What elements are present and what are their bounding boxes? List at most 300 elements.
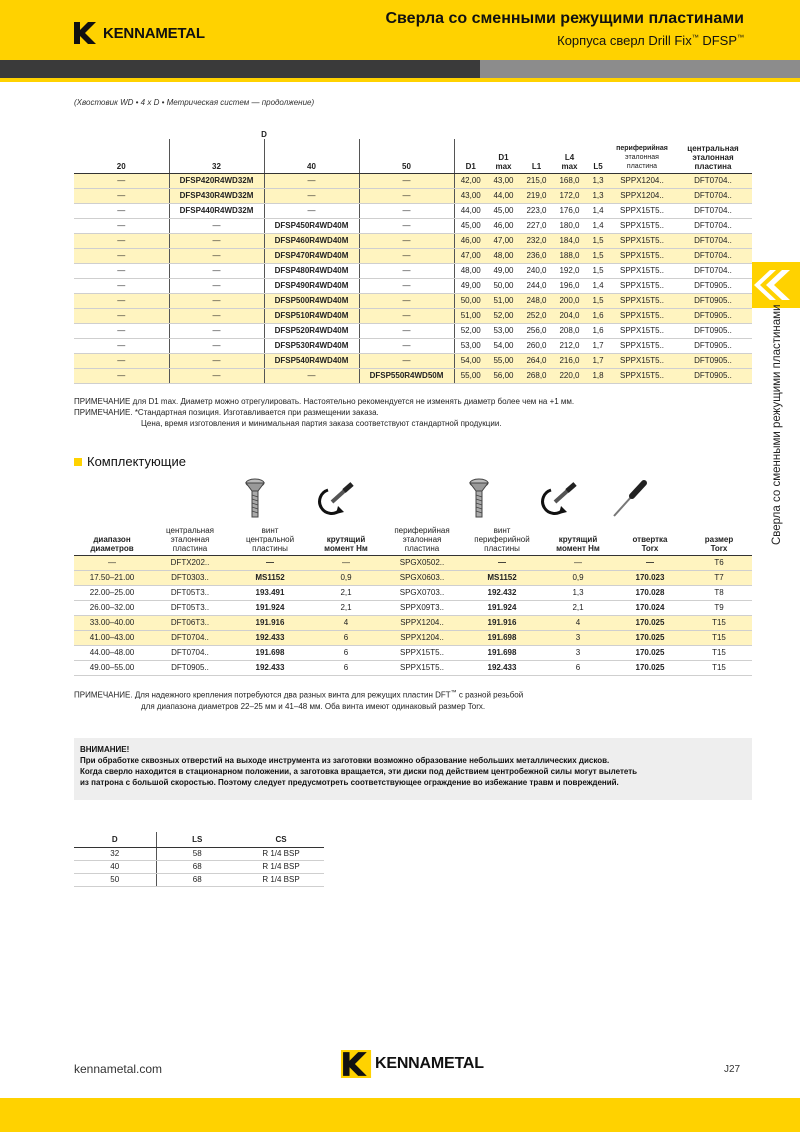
table-row — [74, 646, 752, 661]
table-row — [74, 631, 752, 646]
warning-line: Когда сверло находится в стационарном положении, а заготовка вращается, эти диски под действием центробежной силы могут вылететь — [80, 767, 638, 776]
table-row — [74, 556, 752, 571]
cell-d1: 50,00 — [454, 293, 487, 308]
section-chevron-icon — [752, 262, 800, 308]
table-row — [74, 278, 752, 293]
cell-c32: — — [169, 323, 264, 338]
cell-l4: 176,0 — [553, 203, 586, 218]
cell-torque: 6 — [310, 661, 382, 676]
cell-c20: — — [74, 353, 169, 368]
cell-c50: — — [359, 353, 454, 368]
cell-pscrew: 191.698 — [462, 646, 542, 661]
cell-c32: DFSP420R4WD32M — [169, 173, 264, 188]
brand-name: KENNAMETAL — [103, 24, 205, 42]
cell-d1max: 44,00 — [487, 188, 520, 203]
cell-c50: — — [359, 218, 454, 233]
cell-c20: — — [74, 293, 169, 308]
cell-l1: 268,0 — [520, 368, 553, 383]
cell-l5: 1,6 — [586, 323, 610, 338]
cell-cen: DFT0905.. — [674, 293, 752, 308]
footer-logo — [340, 1050, 484, 1078]
table-row — [74, 218, 752, 233]
cell-l1: 248,0 — [520, 293, 553, 308]
cell-c20: — — [74, 248, 169, 263]
cell-cen: DFT05T3.. — [150, 601, 230, 616]
cell-cen: DFT0704.. — [674, 203, 752, 218]
cell-cen: DFT06T3.. — [150, 616, 230, 631]
cell-screw: 193.491 — [230, 586, 310, 601]
cell-ls: 58 — [156, 847, 238, 860]
screw-icon — [244, 477, 266, 521]
cell-cs: R 1/4 BSP — [238, 860, 324, 873]
side-tab-label: Сверла со сменными режущими пластинами — [771, 304, 783, 545]
cell-pscrew: 191.916 — [462, 616, 542, 631]
note-price: Цена, время изготовления и минимальная партия заказа соответствуют стандартной продукции. — [141, 419, 502, 428]
accessories-note: ПРИМЕЧАНИЕ. Для надежного крепления потребуются два разных винта для режущих пластин DFT™ с разной резьбой — [74, 690, 524, 700]
torque-wrench-icon — [537, 480, 581, 518]
cell-size: T15 — [686, 646, 752, 661]
cell-screw: — — [230, 556, 310, 571]
cell-per: SPPX15T5.. — [610, 218, 674, 233]
cell-l4: 204,0 — [553, 308, 586, 323]
cell-ptorque: 3 — [542, 646, 614, 661]
cell-c20: — — [74, 368, 169, 383]
cell-l5: 1,4 — [586, 278, 610, 293]
col-diameter-range: диапазон диаметров — [74, 526, 150, 556]
cell-c40: — — [264, 173, 359, 188]
cell-range: 49.00–55.00 — [74, 661, 150, 676]
cell-size: T8 — [686, 586, 752, 601]
cell-c40: — — [264, 188, 359, 203]
cell-d1: 49,00 — [454, 278, 487, 293]
cell-c32: — — [169, 248, 264, 263]
cell-d1: 42,00 — [454, 173, 487, 188]
cell-per: SPPX15T5.. — [382, 646, 462, 661]
table-row — [74, 308, 752, 323]
cell-cen: DFT0704.. — [674, 188, 752, 203]
cell-d1max: 53,00 — [487, 323, 520, 338]
cell-size: T15 — [686, 661, 752, 676]
cell-c32: — — [169, 233, 264, 248]
cell-per: SPGX0603.. — [382, 571, 462, 586]
cell-c50: — — [359, 323, 454, 338]
cell-ls: 68 — [156, 873, 238, 886]
cell-ptorque: — — [542, 556, 614, 571]
cell-range: — — [74, 556, 150, 571]
cell-pscrew: 191.698 — [462, 631, 542, 646]
cell-size: T15 — [686, 631, 752, 646]
cell-pscrew: 192.432 — [462, 586, 542, 601]
kennametal-k-icon — [340, 1050, 372, 1078]
cell-l1: 240,0 — [520, 263, 553, 278]
torque-wrench-icon — [314, 480, 358, 518]
accessories-table — [74, 526, 752, 676]
cell-c50: — — [359, 233, 454, 248]
cell-d1max: 54,00 — [487, 338, 520, 353]
cell-torque: 2,1 — [310, 586, 382, 601]
cell-d1max: 50,00 — [487, 278, 520, 293]
header-yellow-line — [0, 78, 800, 82]
cell-c32: DFSP430R4WD32M — [169, 188, 264, 203]
kennametal-logo — [72, 20, 205, 46]
cell-c20: — — [74, 338, 169, 353]
cell-torque: 0,9 — [310, 571, 382, 586]
cell-l1: 236,0 — [520, 248, 553, 263]
screwdriver-icon — [610, 478, 650, 520]
col-central-insert: центральная эталонная пластина — [674, 139, 752, 173]
cell-c20: — — [74, 233, 169, 248]
cell-c40: DFSP540R4WD40M — [264, 353, 359, 368]
cell-l1: 219,0 — [520, 188, 553, 203]
cell-per: SPPX15T5.. — [610, 338, 674, 353]
cell-l4: 192,0 — [553, 263, 586, 278]
cell-c32: — — [169, 368, 264, 383]
footer-bar — [0, 1098, 800, 1132]
cell-ptorque: 2,1 — [542, 601, 614, 616]
cell-per: SPPX15T5.. — [610, 263, 674, 278]
cell-cen: DFT0905.. — [674, 308, 752, 323]
cell-cs: R 1/4 BSP — [238, 873, 324, 886]
cell-c50: — — [359, 263, 454, 278]
cell-d1max: 55,00 — [487, 353, 520, 368]
col-d1: D1 — [454, 139, 487, 173]
screw-icon — [468, 477, 490, 521]
cell-l4: 216,0 — [553, 353, 586, 368]
table-row — [74, 188, 752, 203]
cell-driver: — — [614, 556, 686, 571]
cell-cen: DFT0905.. — [674, 368, 752, 383]
table-row — [74, 873, 324, 886]
cell-l5: 1,7 — [586, 338, 610, 353]
cell-per: SPPX1204.. — [610, 173, 674, 188]
cell-d1: 48,00 — [454, 263, 487, 278]
col-peripheral-insert: периферийная эталонная пластина — [610, 139, 674, 173]
cell-ptorque: 3 — [542, 631, 614, 646]
cell-c40: DFSP460R4WD40M — [264, 233, 359, 248]
table-row — [74, 338, 752, 353]
page-header — [0, 0, 800, 60]
cell-l4: 168,0 — [553, 173, 586, 188]
cell-l4: 196,0 — [553, 278, 586, 293]
cell-per: SPPX15T5.. — [610, 353, 674, 368]
cell-driver: 170.025 — [614, 616, 686, 631]
cell-cen: DFTX202.. — [150, 556, 230, 571]
table-row — [74, 263, 752, 278]
cell-torque: 2,1 — [310, 601, 382, 616]
cell-l5: 1,4 — [586, 218, 610, 233]
cell-l1: 232,0 — [520, 233, 553, 248]
cell-range: 33.00–40.00 — [74, 616, 150, 631]
cell-l4: 184,0 — [553, 233, 586, 248]
cell-c40: DFSP500R4WD40M — [264, 293, 359, 308]
col-d1max: D1 max — [487, 139, 520, 173]
cell-l5: 1,3 — [586, 188, 610, 203]
cell-c32: — — [169, 263, 264, 278]
col-torque: крутящий момент Нм — [310, 526, 382, 556]
cell-c40: DFSP520R4WD40M — [264, 323, 359, 338]
warning-box — [74, 738, 752, 800]
cell-c20: — — [74, 218, 169, 233]
cell-d1max: 45,00 — [487, 203, 520, 218]
cell-per: SPPX15T5.. — [610, 278, 674, 293]
cell-driver: 170.025 — [614, 661, 686, 676]
cell-c32: — — [169, 293, 264, 308]
cell-c40: — — [264, 368, 359, 383]
cell-c50: DFSP550R4WD50M — [359, 368, 454, 383]
cell-d1: 45,00 — [454, 218, 487, 233]
cell-pscrew: — — [462, 556, 542, 571]
cell-l5: 1,3 — [586, 173, 610, 188]
cell-c50: — — [359, 188, 454, 203]
cell-cen: DFT0704.. — [150, 631, 230, 646]
cell-c50: — — [359, 173, 454, 188]
cell-l1: 252,0 — [520, 308, 553, 323]
cell-l1: 260,0 — [520, 338, 553, 353]
cell-l4: 212,0 — [553, 338, 586, 353]
col-l5: L5 — [586, 139, 610, 173]
cell-ptorque: 4 — [542, 616, 614, 631]
page-number: J27 — [724, 1064, 741, 1075]
cell-screw: 192.433 — [230, 661, 310, 676]
cell-cen: DFT0303.. — [150, 571, 230, 586]
cell-d1max: 51,00 — [487, 293, 520, 308]
table-row — [74, 601, 752, 616]
cell-range: 22.00–25.00 — [74, 586, 150, 601]
cell-d1: 53,00 — [454, 338, 487, 353]
cell-l1: 244,0 — [520, 278, 553, 293]
table-row — [74, 293, 752, 308]
col-d: D — [74, 832, 156, 847]
cell-cen: DFT0905.. — [674, 338, 752, 353]
table-row — [74, 586, 752, 601]
col-20: 20 — [74, 139, 169, 173]
cell-screw: 191.698 — [230, 646, 310, 661]
cell-pscrew: 191.924 — [462, 601, 542, 616]
group-header-d: D — [261, 130, 267, 139]
cell-per: SPGX0502.. — [382, 556, 462, 571]
cell-l1: 223,0 — [520, 203, 553, 218]
cell-c50: — — [359, 338, 454, 353]
cell-d1: 55,00 — [454, 368, 487, 383]
table-row — [74, 248, 752, 263]
cell-ptorque: 6 — [542, 661, 614, 676]
cell-size: T6 — [686, 556, 752, 571]
warning-line: из патрона с большой скоростью. Поэтому следует предусмотреть соответствующее ограждение во избежание травм и повреждений. — [80, 778, 619, 787]
cell-c32: — — [169, 308, 264, 323]
cell-screw: 191.916 — [230, 616, 310, 631]
cell-d1max: 47,00 — [487, 233, 520, 248]
cell-per: SPPX1204.. — [382, 616, 462, 631]
cell-torque: — — [310, 556, 382, 571]
table-row — [74, 353, 752, 368]
table-row — [74, 571, 752, 586]
cell-d1: 52,00 — [454, 323, 487, 338]
cell-d1: 44,00 — [454, 203, 487, 218]
cell-d1max: 52,00 — [487, 308, 520, 323]
cell-driver: 170.028 — [614, 586, 686, 601]
cell-cen: DFT0905.. — [674, 278, 752, 293]
table-row — [74, 203, 752, 218]
cell-l5: 1,5 — [586, 263, 610, 278]
cell-d1max: 48,00 — [487, 248, 520, 263]
cell-c40: DFSP450R4WD40M — [264, 218, 359, 233]
cell-l5: 1,5 — [586, 248, 610, 263]
cell-l5: 1,6 — [586, 308, 610, 323]
cell-cen: DFT0905.. — [674, 323, 752, 338]
cell-torque: 6 — [310, 646, 382, 661]
cell-ls: 68 — [156, 860, 238, 873]
cell-per: SPPX1204.. — [382, 631, 462, 646]
cell-l4: 200,0 — [553, 293, 586, 308]
col-peripheral-torque: крутящий момент Нм — [542, 526, 614, 556]
cell-d: 50 — [74, 873, 156, 886]
col-32: 32 — [169, 139, 264, 173]
cell-cen: DFT0704.. — [674, 173, 752, 188]
footer-brand-name: KENNAMETAL — [375, 1055, 484, 1072]
cell-cen: DFT0704.. — [150, 646, 230, 661]
col-40: 40 — [264, 139, 359, 173]
cell-per: SPPX1204.. — [610, 188, 674, 203]
cell-l4: 180,0 — [553, 218, 586, 233]
cell-per: SPGX0703.. — [382, 586, 462, 601]
cell-ptorque: 0,9 — [542, 571, 614, 586]
col-l4max: L4 max — [553, 139, 586, 173]
cell-c50: — — [359, 203, 454, 218]
cell-c20: — — [74, 308, 169, 323]
cell-per: SPPX15T5.. — [610, 248, 674, 263]
cell-l4: 172,0 — [553, 188, 586, 203]
cell-l1: 256,0 — [520, 323, 553, 338]
page-subtitle: Корпуса сверл Drill Fix™ DFSP™ — [557, 33, 744, 48]
cell-c50: — — [359, 248, 454, 263]
cell-per: SPPX15T5.. — [610, 323, 674, 338]
col-cs: CS — [238, 832, 324, 847]
cell-d1: 54,00 — [454, 353, 487, 368]
table-caption: (Хвостовик WD • 4 x D • Метрическая систем — продолжение) — [74, 98, 315, 107]
cell-pscrew: MS1152 — [462, 571, 542, 586]
cell-cen: DFT05T3.. — [150, 586, 230, 601]
yellow-square-bullet-icon — [74, 458, 82, 466]
cell-range: 26.00–32.00 — [74, 601, 150, 616]
col-peripheral-screw: винт периферийной пластины — [462, 526, 542, 556]
cell-per: SPPX15T5.. — [610, 293, 674, 308]
cell-c32: — — [169, 353, 264, 368]
cell-d1: 46,00 — [454, 233, 487, 248]
cell-c40: DFSP510R4WD40M — [264, 308, 359, 323]
col-ls: LS — [156, 832, 238, 847]
table-row — [74, 323, 752, 338]
cell-c40: DFSP530R4WD40M — [264, 338, 359, 353]
cell-screw: MS1152 — [230, 571, 310, 586]
cell-c20: — — [74, 173, 169, 188]
cell-d1: 51,00 — [454, 308, 487, 323]
col-l1: L1 — [520, 139, 553, 173]
cell-per: SPPX15T5.. — [610, 233, 674, 248]
col-screwdriver: отвертка Torx — [614, 526, 686, 556]
cell-d1: 47,00 — [454, 248, 487, 263]
footer-url[interactable]: kennametal.com — [74, 1062, 163, 1076]
cell-per: SPPX15T5.. — [610, 203, 674, 218]
note-d1max: ПРИМЕЧАНИЕ для D1 max. Диаметр можно отрегулировать. Настоятельно рекомендуется не изменять диаметр более чем на +1 мм. — [74, 397, 575, 406]
cell-size: T9 — [686, 601, 752, 616]
cell-c32: — — [169, 338, 264, 353]
cell-c32: — — [169, 218, 264, 233]
header-stripe — [0, 60, 800, 78]
cell-c40: DFSP490R4WD40M — [264, 278, 359, 293]
accessories-heading: Комплектующие — [74, 454, 186, 469]
cell-l5: 1,7 — [586, 353, 610, 368]
cell-size: T7 — [686, 571, 752, 586]
cell-pscrew: 192.433 — [462, 661, 542, 676]
table-row — [74, 233, 752, 248]
cell-c20: — — [74, 278, 169, 293]
cell-d: 32 — [74, 847, 156, 860]
table-row — [74, 847, 324, 860]
cell-c20: — — [74, 263, 169, 278]
cell-l5: 1,4 — [586, 203, 610, 218]
cell-size: T15 — [686, 616, 752, 631]
cell-d1max: 49,00 — [487, 263, 520, 278]
cell-l1: 215,0 — [520, 173, 553, 188]
cell-c50: — — [359, 278, 454, 293]
cell-c32: — — [169, 278, 264, 293]
table-row — [74, 173, 752, 188]
col-central-insert: центральная эталонная пластина — [150, 526, 230, 556]
cell-c50: — — [359, 308, 454, 323]
cell-per: SPPX15T5.. — [610, 368, 674, 383]
cell-l5: 1,5 — [586, 293, 610, 308]
cell-cen: DFT0905.. — [674, 353, 752, 368]
table-row — [74, 616, 752, 631]
cell-cs: R 1/4 BSP — [238, 847, 324, 860]
table-row — [74, 661, 752, 676]
cell-per: SPPX15T5.. — [610, 308, 674, 323]
cell-screw: 192.433 — [230, 631, 310, 646]
cell-c32: DFSP440R4WD32M — [169, 203, 264, 218]
cell-cen: DFT0704.. — [674, 233, 752, 248]
kennametal-k-icon — [72, 20, 100, 46]
table-row — [74, 860, 324, 873]
col-central-screw: винт центральной пластины — [230, 526, 310, 556]
cell-l4: 220,0 — [553, 368, 586, 383]
page-title: Сверла со сменными режущими пластинами — [385, 10, 744, 27]
cell-c20: — — [74, 203, 169, 218]
cell-l5: 1,5 — [586, 233, 610, 248]
cell-d1max: 46,00 — [487, 218, 520, 233]
cell-c50: — — [359, 293, 454, 308]
cell-screw: 191.924 — [230, 601, 310, 616]
cell-l4: 188,0 — [553, 248, 586, 263]
shank-table — [74, 832, 324, 887]
cell-cen: DFT0704.. — [674, 263, 752, 278]
cell-driver: 170.024 — [614, 601, 686, 616]
table-row — [74, 368, 752, 383]
cell-cen: DFT0704.. — [674, 218, 752, 233]
col-peripheral-insert: периферийная эталонная пластина — [382, 526, 462, 556]
accessories-note-cont: для диапазона диаметров 22–25 мм и 41–48 мм. Оба винта имеют одинаковый размер Torx. — [141, 702, 486, 711]
cell-l1: 264,0 — [520, 353, 553, 368]
cell-range: 44.00–48.00 — [74, 646, 150, 661]
cell-c40: DFSP480R4WD40M — [264, 263, 359, 278]
cell-d: 40 — [74, 860, 156, 873]
cell-l1: 227,0 — [520, 218, 553, 233]
drill-body-table — [74, 127, 752, 384]
cell-d1max: 56,00 — [487, 368, 520, 383]
cell-per: SPPX09T3.. — [382, 601, 462, 616]
warning-line: При обработке сквозных отверстий на выходе инструмента из заготовки возможно образование небольших металлических дисков. — [80, 756, 610, 765]
col-torx-size: размер Torx — [686, 526, 752, 556]
warning-title: ВНИМАНИЕ! — [80, 745, 130, 754]
